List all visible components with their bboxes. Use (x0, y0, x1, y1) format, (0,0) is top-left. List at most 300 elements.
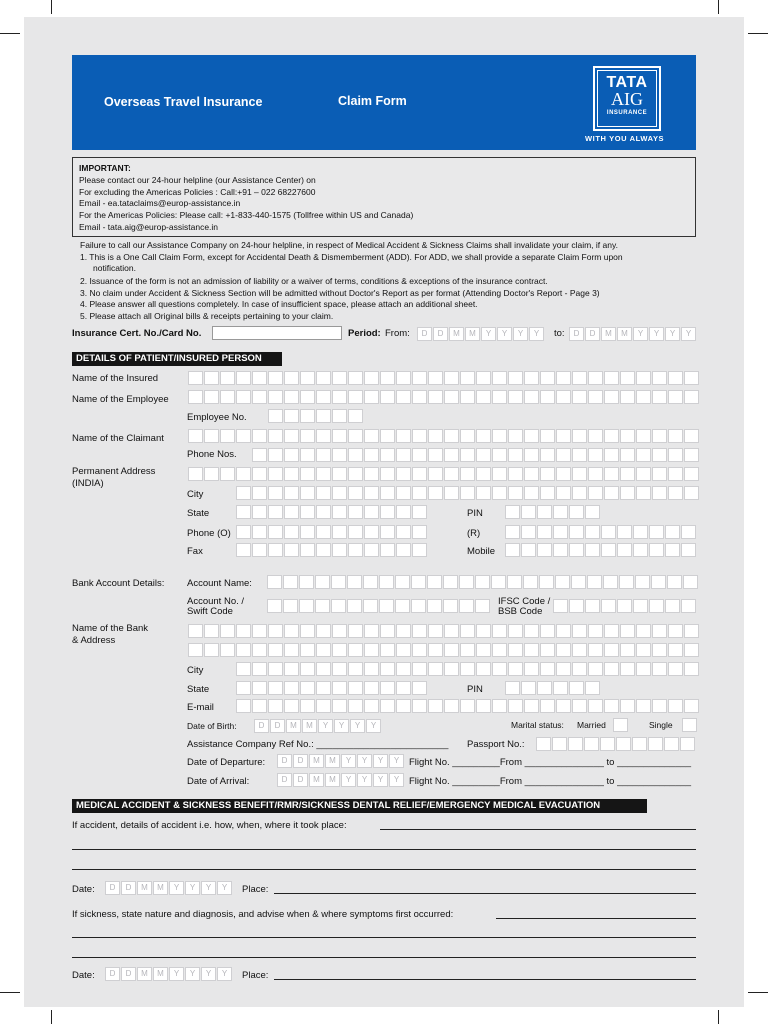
char-box[interactable] (444, 662, 459, 676)
char-box[interactable] (300, 662, 315, 676)
char-box[interactable] (572, 486, 587, 500)
date-digit-box[interactable]: M (601, 327, 616, 341)
char-box[interactable] (540, 643, 555, 657)
char-box[interactable] (649, 543, 664, 557)
char-box[interactable] (601, 543, 616, 557)
char-box[interactable] (684, 429, 699, 443)
char-box[interactable] (683, 575, 698, 589)
char-box[interactable] (569, 525, 584, 539)
period-to-date[interactable] (569, 327, 697, 341)
char-box[interactable] (268, 525, 283, 539)
state-field[interactable] (236, 505, 428, 519)
char-box[interactable] (300, 505, 315, 519)
char-box[interactable] (396, 448, 411, 462)
char-box[interactable] (412, 525, 427, 539)
date-digit-box[interactable]: D (293, 773, 308, 787)
char-box[interactable] (476, 448, 491, 462)
date-digit-box[interactable]: D (105, 967, 120, 981)
char-box[interactable] (364, 429, 379, 443)
char-box[interactable] (252, 467, 267, 481)
date-digit-box[interactable]: D (105, 881, 120, 895)
char-box[interactable] (540, 371, 555, 385)
char-box[interactable] (364, 699, 379, 713)
char-box[interactable] (332, 390, 347, 404)
char-box[interactable] (444, 699, 459, 713)
char-box[interactable] (396, 390, 411, 404)
char-box[interactable] (585, 599, 600, 613)
char-box[interactable] (619, 575, 634, 589)
char-box[interactable] (584, 737, 599, 751)
char-box[interactable] (556, 429, 571, 443)
char-box[interactable] (427, 599, 442, 613)
date-digit-box[interactable]: M (309, 754, 324, 768)
char-box[interactable] (428, 643, 443, 657)
char-box[interactable] (651, 575, 666, 589)
char-box[interactable] (300, 467, 315, 481)
char-box[interactable] (460, 390, 475, 404)
char-box[interactable] (492, 429, 507, 443)
dob-field[interactable] (254, 719, 382, 733)
char-box[interactable] (668, 429, 683, 443)
char-box[interactable] (620, 429, 635, 443)
date-digit-box[interactable]: M (325, 773, 340, 787)
char-box[interactable] (601, 599, 616, 613)
char-box[interactable] (604, 429, 619, 443)
char-box[interactable] (585, 681, 600, 695)
char-box[interactable] (508, 467, 523, 481)
date-digit-box[interactable]: Y (185, 881, 200, 895)
date-digit-box[interactable]: Y (341, 754, 356, 768)
char-box[interactable] (348, 429, 363, 443)
char-box[interactable] (443, 599, 458, 613)
char-box[interactable] (668, 390, 683, 404)
char-box[interactable] (476, 390, 491, 404)
char-box[interactable] (300, 543, 315, 557)
date-digit-box[interactable]: Y (497, 327, 512, 341)
char-box[interactable] (348, 624, 363, 638)
char-box[interactable] (459, 575, 474, 589)
char-box[interactable] (444, 448, 459, 462)
char-box[interactable] (540, 699, 555, 713)
char-box[interactable] (633, 543, 648, 557)
char-box[interactable] (652, 699, 667, 713)
char-box[interactable] (636, 429, 651, 443)
char-box[interactable] (617, 543, 632, 557)
char-box[interactable] (572, 662, 587, 676)
char-box[interactable] (428, 467, 443, 481)
accident-place-line[interactable] (274, 893, 696, 894)
char-box[interactable] (508, 448, 523, 462)
char-box[interactable] (588, 624, 603, 638)
char-box[interactable] (268, 699, 283, 713)
char-box[interactable] (668, 643, 683, 657)
char-box[interactable] (553, 543, 568, 557)
char-box[interactable] (492, 467, 507, 481)
char-box[interactable] (600, 737, 615, 751)
char-box[interactable] (316, 448, 331, 462)
char-box[interactable] (460, 624, 475, 638)
date-digit-box[interactable]: Y (217, 881, 232, 895)
char-box[interactable] (395, 599, 410, 613)
char-box[interactable] (556, 486, 571, 500)
char-box[interactable] (604, 624, 619, 638)
accident-answer-line[interactable] (72, 869, 696, 870)
date-digit-box[interactable]: Y (357, 773, 372, 787)
char-box[interactable] (585, 543, 600, 557)
char-box[interactable] (569, 543, 584, 557)
char-box[interactable] (508, 624, 523, 638)
char-box[interactable] (332, 409, 347, 423)
char-box[interactable] (492, 643, 507, 657)
char-box[interactable] (284, 643, 299, 657)
char-box[interactable] (604, 390, 619, 404)
date-digit-box[interactable]: D (433, 327, 448, 341)
char-box[interactable] (476, 662, 491, 676)
char-box[interactable] (332, 543, 347, 557)
char-box[interactable] (220, 467, 235, 481)
char-box[interactable] (476, 624, 491, 638)
passport-field[interactable] (536, 737, 696, 751)
char-box[interactable] (636, 486, 651, 500)
char-box[interactable] (553, 681, 568, 695)
char-box[interactable] (668, 371, 683, 385)
account-no-field[interactable] (267, 599, 491, 613)
char-box[interactable] (491, 575, 506, 589)
char-box[interactable] (684, 467, 699, 481)
char-box[interactable] (492, 662, 507, 676)
date-digit-box[interactable]: D (121, 881, 136, 895)
char-box[interactable] (555, 575, 570, 589)
char-box[interactable] (652, 429, 667, 443)
char-box[interactable] (524, 643, 539, 657)
char-box[interactable] (316, 662, 331, 676)
accident-answer-line[interactable] (72, 849, 696, 850)
char-box[interactable] (540, 390, 555, 404)
date-digit-box[interactable]: Y (341, 773, 356, 787)
char-box[interactable] (620, 486, 635, 500)
char-box[interactable] (524, 429, 539, 443)
char-box[interactable] (268, 624, 283, 638)
char-box[interactable] (556, 390, 571, 404)
char-box[interactable] (428, 486, 443, 500)
date-digit-box[interactable]: Y (529, 327, 544, 341)
char-box[interactable] (569, 681, 584, 695)
char-box[interactable] (252, 643, 267, 657)
char-box[interactable] (284, 429, 299, 443)
char-box[interactable] (316, 505, 331, 519)
char-box[interactable] (252, 525, 267, 539)
char-box[interactable] (204, 371, 219, 385)
char-box[interactable] (332, 681, 347, 695)
char-box[interactable] (556, 371, 571, 385)
char-box[interactable] (252, 429, 267, 443)
char-box[interactable] (267, 599, 282, 613)
bank-pin-field[interactable] (505, 681, 601, 695)
char-box[interactable] (620, 643, 635, 657)
char-box[interactable] (236, 662, 251, 676)
char-box[interactable] (315, 575, 330, 589)
char-box[interactable] (284, 486, 299, 500)
char-box[interactable] (364, 543, 379, 557)
char-box[interactable] (268, 681, 283, 695)
char-box[interactable] (523, 575, 538, 589)
char-box[interactable] (204, 643, 219, 657)
char-box[interactable] (363, 599, 378, 613)
char-box[interactable] (588, 448, 603, 462)
char-box[interactable] (268, 448, 283, 462)
char-box[interactable] (633, 525, 648, 539)
char-box[interactable] (635, 575, 650, 589)
char-box[interactable] (476, 643, 491, 657)
char-box[interactable] (300, 390, 315, 404)
char-box[interactable] (667, 575, 682, 589)
char-box[interactable] (492, 390, 507, 404)
char-box[interactable] (412, 371, 427, 385)
char-box[interactable] (396, 699, 411, 713)
char-box[interactable] (681, 599, 696, 613)
char-box[interactable] (524, 699, 539, 713)
char-box[interactable] (380, 543, 395, 557)
char-box[interactable] (396, 624, 411, 638)
char-box[interactable] (283, 575, 298, 589)
char-box[interactable] (636, 448, 651, 462)
char-box[interactable] (553, 505, 568, 519)
char-box[interactable] (508, 643, 523, 657)
char-box[interactable] (316, 624, 331, 638)
date-digit-box[interactable]: Y (389, 754, 404, 768)
char-box[interactable] (188, 624, 203, 638)
char-box[interactable] (588, 390, 603, 404)
char-box[interactable] (492, 486, 507, 500)
char-box[interactable] (508, 662, 523, 676)
char-box[interactable] (252, 662, 267, 676)
char-box[interactable] (268, 467, 283, 481)
sickness-place-line[interactable] (274, 979, 696, 980)
char-box[interactable] (332, 371, 347, 385)
char-box[interactable] (380, 429, 395, 443)
char-box[interactable] (508, 429, 523, 443)
char-box[interactable] (332, 448, 347, 462)
char-box[interactable] (300, 624, 315, 638)
char-box[interactable] (507, 575, 522, 589)
char-box[interactable] (252, 543, 267, 557)
char-box[interactable] (364, 525, 379, 539)
date-digit-box[interactable]: Y (318, 719, 333, 733)
char-box[interactable] (332, 699, 347, 713)
char-box[interactable] (588, 662, 603, 676)
char-box[interactable] (364, 681, 379, 695)
char-box[interactable] (681, 543, 696, 557)
char-box[interactable] (476, 429, 491, 443)
employee-no-field[interactable] (268, 409, 364, 423)
char-box[interactable] (616, 737, 631, 751)
char-box[interactable] (668, 662, 683, 676)
char-box[interactable] (668, 448, 683, 462)
char-box[interactable] (412, 681, 427, 695)
char-box[interactable] (412, 699, 427, 713)
char-box[interactable] (220, 390, 235, 404)
char-box[interactable] (332, 643, 347, 657)
char-box[interactable] (188, 429, 203, 443)
char-box[interactable] (364, 624, 379, 638)
char-box[interactable] (395, 575, 410, 589)
char-box[interactable] (428, 371, 443, 385)
char-box[interactable] (620, 699, 635, 713)
char-box[interactable] (492, 699, 507, 713)
char-box[interactable] (380, 467, 395, 481)
char-box[interactable] (236, 467, 251, 481)
char-box[interactable] (363, 575, 378, 589)
char-box[interactable] (252, 699, 267, 713)
char-box[interactable] (492, 371, 507, 385)
single-checkbox[interactable] (682, 718, 698, 732)
char-box[interactable] (632, 737, 647, 751)
char-box[interactable] (347, 599, 362, 613)
char-box[interactable] (236, 681, 251, 695)
char-box[interactable] (444, 371, 459, 385)
char-box[interactable] (284, 624, 299, 638)
char-box[interactable] (380, 662, 395, 676)
char-box[interactable] (620, 448, 635, 462)
date-digit-box[interactable]: Y (649, 327, 664, 341)
char-box[interactable] (601, 525, 616, 539)
char-box[interactable] (552, 737, 567, 751)
char-box[interactable] (252, 681, 267, 695)
name-employee-field[interactable] (188, 390, 700, 404)
fax-field[interactable] (236, 543, 428, 557)
char-box[interactable] (236, 624, 251, 638)
date-digit-box[interactable]: M (449, 327, 464, 341)
char-box[interactable] (492, 624, 507, 638)
char-box[interactable] (396, 371, 411, 385)
mobile-field[interactable] (505, 543, 697, 557)
date-digit-box[interactable]: M (465, 327, 480, 341)
char-box[interactable] (236, 390, 251, 404)
char-box[interactable] (620, 371, 635, 385)
bank-address-field[interactable] (188, 643, 700, 657)
char-box[interactable] (444, 390, 459, 404)
departure-date[interactable] (277, 754, 405, 768)
char-box[interactable] (680, 737, 695, 751)
char-box[interactable] (300, 371, 315, 385)
char-box[interactable] (204, 467, 219, 481)
char-box[interactable] (537, 681, 552, 695)
date-digit-box[interactable]: Y (665, 327, 680, 341)
char-box[interactable] (412, 429, 427, 443)
date-digit-box[interactable]: M (309, 773, 324, 787)
char-box[interactable] (652, 371, 667, 385)
char-box[interactable] (604, 662, 619, 676)
char-box[interactable] (505, 543, 520, 557)
char-box[interactable] (553, 599, 568, 613)
char-box[interactable] (568, 737, 583, 751)
char-box[interactable] (524, 448, 539, 462)
char-box[interactable] (332, 429, 347, 443)
char-box[interactable] (284, 662, 299, 676)
char-box[interactable] (300, 429, 315, 443)
char-box[interactable] (316, 643, 331, 657)
phone-o-field[interactable] (236, 525, 428, 539)
char-box[interactable] (316, 467, 331, 481)
char-box[interactable] (348, 505, 363, 519)
char-box[interactable] (364, 371, 379, 385)
char-box[interactable] (684, 643, 699, 657)
char-box[interactable] (300, 643, 315, 657)
char-box[interactable] (540, 662, 555, 676)
sickness-answer-line[interactable] (72, 957, 696, 958)
char-box[interactable] (411, 575, 426, 589)
city-field[interactable] (236, 486, 700, 500)
char-box[interactable] (364, 390, 379, 404)
char-box[interactable] (204, 390, 219, 404)
char-box[interactable] (396, 643, 411, 657)
char-box[interactable] (315, 599, 330, 613)
char-box[interactable] (460, 486, 475, 500)
char-box[interactable] (505, 681, 520, 695)
char-box[interactable] (332, 467, 347, 481)
char-box[interactable] (396, 486, 411, 500)
char-box[interactable] (348, 448, 363, 462)
name-claimant-field[interactable] (188, 429, 700, 443)
char-box[interactable] (316, 371, 331, 385)
char-box[interactable] (300, 525, 315, 539)
date-digit-box[interactable]: M (153, 881, 168, 895)
char-box[interactable] (252, 624, 267, 638)
date-digit-box[interactable]: Y (201, 881, 216, 895)
char-box[interactable] (524, 390, 539, 404)
char-box[interactable] (588, 467, 603, 481)
char-box[interactable] (613, 718, 628, 732)
char-box[interactable] (572, 371, 587, 385)
char-box[interactable] (396, 467, 411, 481)
date-digit-box[interactable]: D (254, 719, 269, 733)
char-box[interactable] (588, 486, 603, 500)
char-box[interactable] (396, 543, 411, 557)
char-box[interactable] (236, 525, 251, 539)
char-box[interactable] (604, 467, 619, 481)
char-box[interactable] (587, 575, 602, 589)
char-box[interactable] (665, 525, 680, 539)
char-box[interactable] (475, 575, 490, 589)
date-digit-box[interactable]: M (137, 967, 152, 981)
char-box[interactable] (524, 486, 539, 500)
sickness-date-field[interactable] (105, 967, 233, 981)
char-box[interactable] (332, 624, 347, 638)
char-box[interactable] (521, 681, 536, 695)
date-digit-box[interactable]: Y (169, 967, 184, 981)
char-box[interactable] (220, 643, 235, 657)
char-box[interactable] (620, 390, 635, 404)
date-digit-box[interactable]: Y (357, 754, 372, 768)
date-digit-box[interactable]: D (569, 327, 584, 341)
char-box[interactable] (284, 448, 299, 462)
char-box[interactable] (508, 390, 523, 404)
char-box[interactable] (508, 486, 523, 500)
char-box[interactable] (492, 448, 507, 462)
char-box[interactable] (364, 467, 379, 481)
char-box[interactable] (649, 525, 664, 539)
char-box[interactable] (588, 429, 603, 443)
char-box[interactable] (284, 409, 299, 423)
date-digit-box[interactable]: Y (681, 327, 696, 341)
char-box[interactable] (380, 525, 395, 539)
char-box[interactable] (348, 699, 363, 713)
char-box[interactable] (316, 543, 331, 557)
char-box[interactable] (300, 448, 315, 462)
char-box[interactable] (236, 505, 251, 519)
char-box[interactable] (332, 486, 347, 500)
char-box[interactable] (540, 429, 555, 443)
